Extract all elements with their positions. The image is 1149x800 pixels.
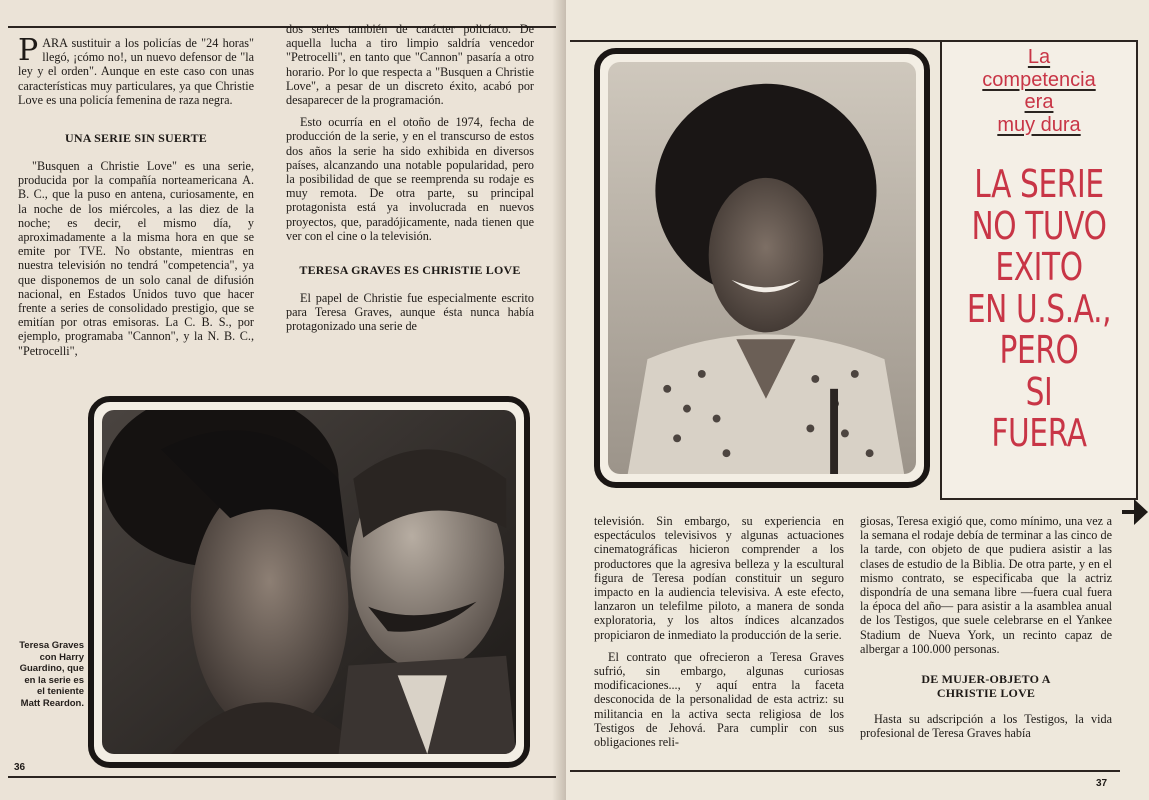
kicker-line: era xyxy=(1024,91,1054,113)
intro-text: ARA sustituir a los policías de "24 horas" llegó, ¡cómo no!, un nuevo defensor de "la ley y el orden". Aunque en este caso con unas características muy particulares, ya que Christie Love es una policía femenina de raza negra. xyxy=(18,36,254,107)
headline-line: FUERA xyxy=(991,411,1087,455)
photo-caption: Teresa Graves con Harry Guardino, que en la serie es el teniente Matt Reardon. xyxy=(19,640,84,709)
body-paragraph: giosas, Teresa exigió que, como mínimo, una vez a la semana el rodaje debía de terminar a las cinco de la tarde, con objeto de que pudiera asistir a las clases de estudio de la Biblia. De otra parte, y en el mismo contrato, se especificaba que la actriz dispondría de una semana libre —fuera cual fuera la época del año— para asistir a la asamblea anual de los Testigos, que suele celebrarse en el Yankee Stadium de Nueva York, un recinto capaz de albergar a 100.000 personas. xyxy=(860,514,1112,656)
kicker-text xyxy=(942,46,1136,136)
photo-teresa-graves xyxy=(608,62,916,474)
headline-line: PERO xyxy=(999,328,1079,372)
photo-illustration xyxy=(102,410,516,754)
body-paragraph: televisión. Sin embargo, su experiencia en espectáculos televisivos y algunas actuaciones cinematográficas hicieron comprender a los productores que la agresiva belleza y la escultural figura de Teresa podían constituir un seguro impacto en la audiencia televisiva. A este efecto, lanzaron un telefilme piloto, a manera de sonda exploratoria, y los altos índices alcanzados propiciaron de inmediato la producción de la serie. xyxy=(594,514,844,642)
photo-frame xyxy=(88,396,530,768)
main-headline xyxy=(963,164,1114,455)
body-paragraph: Esto ocurría en el otoño de 1974, fecha de producción de la serie, y en el transcurso de estos dos años la serie ha sido exhibida en diversos países, alcanzando una notable popularidad, pero la posibilidad de que se reemprenda su rodaje es muy remota. De otra parte, su principal protagonista está ya involucrada en nuevos proyectos, que, paradójicamente, nada tienen que ver con el cine o la televisión. xyxy=(286,115,534,243)
continue-arrow-icon xyxy=(1122,497,1148,527)
kicker-line: competencia xyxy=(982,68,1096,91)
headline-box xyxy=(940,40,1138,500)
body-paragraph: dos series también de carácter policíaco. De aquella lucha a tiro limpio saldría vencedor "Petrocelli", en tanto que "Cannon" pasaría a otro horario. Por lo que respecta a "Busquen a Christie Love", a pesar de un discreto éxito, acabó por desaparecer de la programación. xyxy=(286,22,534,108)
headline-line: NO TUVO xyxy=(971,203,1107,248)
headline-line: EXITO xyxy=(995,245,1083,289)
photo-frame xyxy=(594,48,930,488)
page-number-right: 37 xyxy=(1096,778,1108,789)
intro-paragraph xyxy=(18,33,254,107)
kicker-line: muy dura xyxy=(997,113,1081,136)
headline-line: LA SERIE xyxy=(974,162,1104,206)
left-page xyxy=(0,0,566,800)
kicker-line: La xyxy=(1027,46,1051,68)
right-page-column-1 xyxy=(594,514,844,757)
body-paragraph: Hasta su adscripción a los Testigos, la vida profesional de Teresa Graves había xyxy=(860,712,1112,741)
bottom-rule xyxy=(8,776,556,778)
section-heading: DE MUJER-OBJETO A CHRISTIE LOVE xyxy=(921,672,1051,701)
right-page xyxy=(566,0,1149,800)
body-paragraph: El contrato que ofrecieron a Teresa Graves sufrió, sin embargo, algunas curiosas modificaciones..., y aquí entra la faceta desconocida de la personalidad de esta actriz: su militancia en la activa secta religiosa de los Testigos de Jehová. Para cumplir con sus obligaciones reli- xyxy=(594,649,844,750)
body-paragraph: El papel de Christie fue especialmente escrito para Teresa Graves, aunque ésta nunca había protagonizado una serie de xyxy=(286,291,534,334)
headline-line: EN U.S.A., xyxy=(966,286,1112,331)
left-page-column-2 xyxy=(286,22,534,342)
left-page-column-1 xyxy=(18,33,254,366)
page-number-left: 36 xyxy=(14,762,26,773)
body-paragraph: "Busquen a Christie Love" es una serie, producida por la compañía norteamericana A. B. C., que la puso en antena, curiosamente, en la noche de los miércoles, a las diez de la noche; es decir, el mismo día, y aproximadamente a la misma hora en que se emite por TVE. No obstante, mientras en nuestra televisión no tendrá "competencia", ya que disponemos de un solo canal de difusión nacional, en Estados Unidos tuvo que hacer frente a series de consolidado prestigio, que se emitían por otras emisoras. La C. B. S., por ejemplo, programaba "Cannon", y la N. B. C., "Petrocelli", xyxy=(18,159,254,358)
headline-line: SI xyxy=(1025,369,1053,414)
bottom-rule xyxy=(570,770,1120,772)
photo-illustration xyxy=(608,62,916,474)
section-heading: UNA SERIE SIN SUERTE xyxy=(65,131,207,146)
photo-two-actors xyxy=(102,410,516,754)
drop-cap: P xyxy=(18,33,39,68)
right-page-column-2 xyxy=(860,514,1112,748)
section-heading: TERESA GRAVES ES CHRISTIE LOVE xyxy=(299,263,521,278)
